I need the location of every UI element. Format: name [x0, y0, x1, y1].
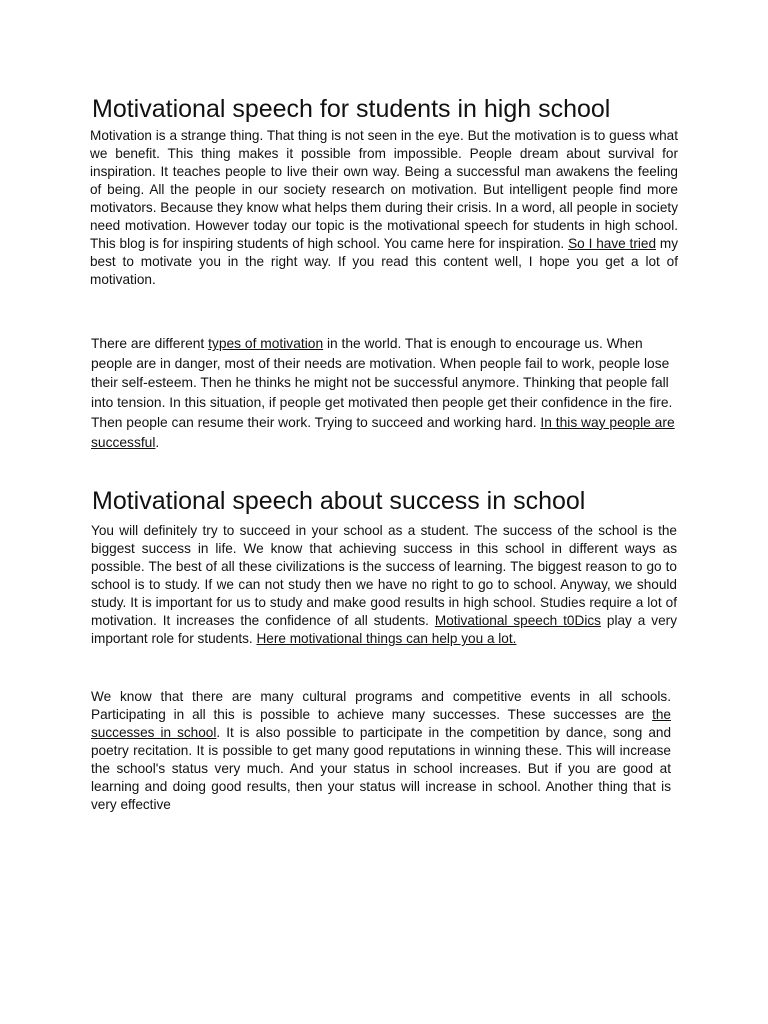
body-text: play a very important role for students.: [91, 613, 677, 646]
paragraph-types-of-motivation: [91, 334, 679, 452]
body-text: There are different: [91, 336, 209, 351]
body-text: in the world. That is enough to encourage us. When people are in danger, most of their needs are motivation. When people fail to work, people lose their self-esteem. Then he thinks he might not be successful anymore. Thinking that people fall into tension. In this situation, if people get motivated then people get their confidence in the fire. Then people can resume their work. Trying to succeed and working hard.: [91, 336, 673, 430]
heading-high-school-speech: Motivational speech for students in high school: [92, 95, 611, 123]
underlined-link-text[interactable]: Motivational speech t0Dics: [434, 613, 601, 628]
paragraph-school-success: [91, 522, 677, 648]
underlined-link-text[interactable]: In this way people are successful: [91, 414, 675, 450]
underlined-link-text[interactable]: types of motivation: [208, 336, 324, 351]
underlined-link-text[interactable]: Here motivational things can help you a lot.: [256, 631, 517, 646]
underlined-link-text[interactable]: So I have tried: [568, 236, 657, 251]
body-text: . It is also possible to participate in the competition by dance, song and poetry recitation. It is possible to get many good reputations in winning these. This will increase the school's status very much. And your status in school increases. But if you are good at learning and doing good results, then your status will increase in school. Another thing that is very effective: [91, 725, 672, 812]
paragraph-motivation-intro: [90, 127, 678, 289]
paragraph-cultural-programs: [91, 688, 671, 814]
body-text: You will definitely try to succeed in your school as a student. The success of the school is the biggest success in life. We know that achieving success in this school in different ways as possible. The best of all these civilizations is the success of learning. The biggest reason to go to school is to study. If we can not study then we have no right to go to school. Anyway, we should study. It is important for us to study and make good results in high school. Studies require a lot of motivation. It increases the confidence of all students.: [91, 523, 677, 628]
underlined-link-text[interactable]: the successes in school: [91, 707, 671, 740]
body-text: .: [155, 434, 160, 450]
body-text: my best to motivate you in the right way. If you read this content well, I hope you get a lot of motivation.: [90, 236, 679, 287]
body-text: Motivation is a strange thing. That thing is not seen in the eye. But the motivation is to guess what we benefit. This thing makes it possible from impossible. People dream about survival for inspiration. It teaches people to live their own way. Being a successful man awakens the feeling of being. All the people in our society research on motivation. But intelligent people find more motivators. Because they know what helps them during their crisis. In a word, all people in society need motivation. However today our topic is the motivational speech for students in high school. This blog is for inspiring students of high school. You came here for inspiration.: [90, 128, 678, 251]
heading-success-in-school: Motivational speech about success in school: [92, 487, 586, 515]
body-text: We know that there are many cultural programs and competitive events in all schools. Participating in all this is possible to achieve many successes. These successes are: [91, 689, 671, 722]
